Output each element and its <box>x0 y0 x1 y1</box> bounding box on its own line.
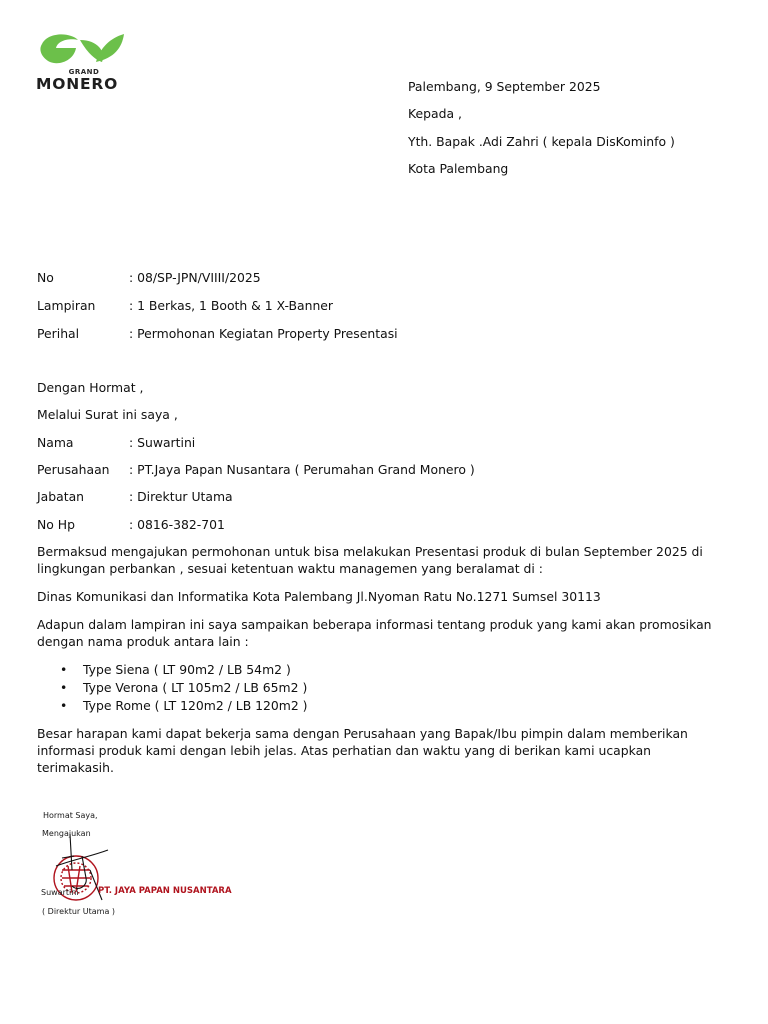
meta-label-lampiran: Lampiran <box>37 298 96 313</box>
body-paragraph-products: Adapun dalam lampiran ini saya sampaikan beberapa informasi tentang produk yang kami akan promosikan dengan nama produk antara lain : <box>37 617 712 649</box>
list-item <box>60 679 360 697</box>
place-date: Palembang, 9 September 2025 <box>408 79 601 94</box>
body-paragraph-purpose: Bermaksud mengajukan permohonan untuk bisa melakukan Presentasi produk di bulan September 2025 di lingkungan perbankan , sesuai ketentuan waktu managemen yang beralamat di : <box>37 544 703 576</box>
identity-label-nohp: No Hp <box>37 517 75 532</box>
identity-value-jabatan: : Direktur Utama <box>129 489 233 504</box>
company-logo <box>36 30 136 92</box>
meta-value-perihal: : Permohonan Kegiatan Property Presentasi <box>129 326 398 341</box>
bullet-icon: • <box>60 680 68 695</box>
logo-monero-text: MONERO <box>36 75 119 93</box>
signature-block <box>38 806 232 926</box>
meta-value-no: : 08/SP-JPN/VIIII/2025 <box>129 270 261 285</box>
recipient: Yth. Bapak .Adi Zahri ( kepala DisKominfo ) <box>408 134 675 149</box>
identity-label-jabatan: Jabatan <box>37 489 85 504</box>
bullet-icon: • <box>60 698 68 713</box>
product-verona: Type Verona ( LT 105m2 / LB 65m2 ) <box>83 680 308 695</box>
signature-title: ( Direktur Utama ) <box>42 907 116 916</box>
to-label: Kepada , <box>408 106 462 121</box>
meta-label-perihal: Perihal <box>37 326 80 341</box>
signature-submitter: Mengajukan <box>42 829 91 838</box>
logo-grand-text: GRAND <box>68 68 100 76</box>
list-item <box>60 697 360 715</box>
handwritten-signature-icon <box>52 830 112 910</box>
meta-value-lampiran: : 1 Berkas, 1 Booth & 1 X-Banner <box>129 298 334 313</box>
bullet-icon: • <box>60 662 68 677</box>
list-item <box>60 661 360 679</box>
identity-label-perusahaan: Perusahaan <box>37 462 110 477</box>
recipient-city: Kota Palembang <box>408 161 509 176</box>
identity-value-nohp: : 0816-382-701 <box>129 517 225 532</box>
identity-value-perusahaan: : PT.Jaya Papan Nusantara ( Perumahan Grand Monero ) <box>129 462 475 477</box>
greeting: Dengan Hormat , <box>37 380 144 395</box>
product-list <box>60 661 360 715</box>
signature-regards: Hormat Saya, <box>43 811 98 820</box>
signature-name: Suwartini <box>41 888 79 897</box>
meta-label-no: No <box>37 270 54 285</box>
product-rome: Type Rome ( LT 120m2 / LB 120m2 ) <box>83 698 308 713</box>
body-address: Dinas Komunikasi dan Informatika Kota Palembang Jl.Nyoman Ratu No.1271 Sumsel 30113 <box>37 589 601 604</box>
product-siena: Type Siena ( LT 90m2 / LB 54m2 ) <box>83 662 291 677</box>
identity-label-nama: Nama <box>37 435 74 450</box>
intro: Melalui Surat ini saya , <box>37 407 178 422</box>
identity-value-nama: : Suwartini <box>129 435 196 450</box>
stamp-company-name: PT. JAYA PAPAN NUSANTARA <box>98 886 232 896</box>
closing-paragraph: Besar harapan kami dapat bekerja sama dengan Perusahaan yang Bapak/Ibu pimpin dalam memberikan informasi produk kami dengan lebih jelas. Atas perhatian dan waktu yang di berikan kami ucapkan terimakasih. <box>37 726 688 775</box>
leaf-logo-icon <box>36 30 136 70</box>
